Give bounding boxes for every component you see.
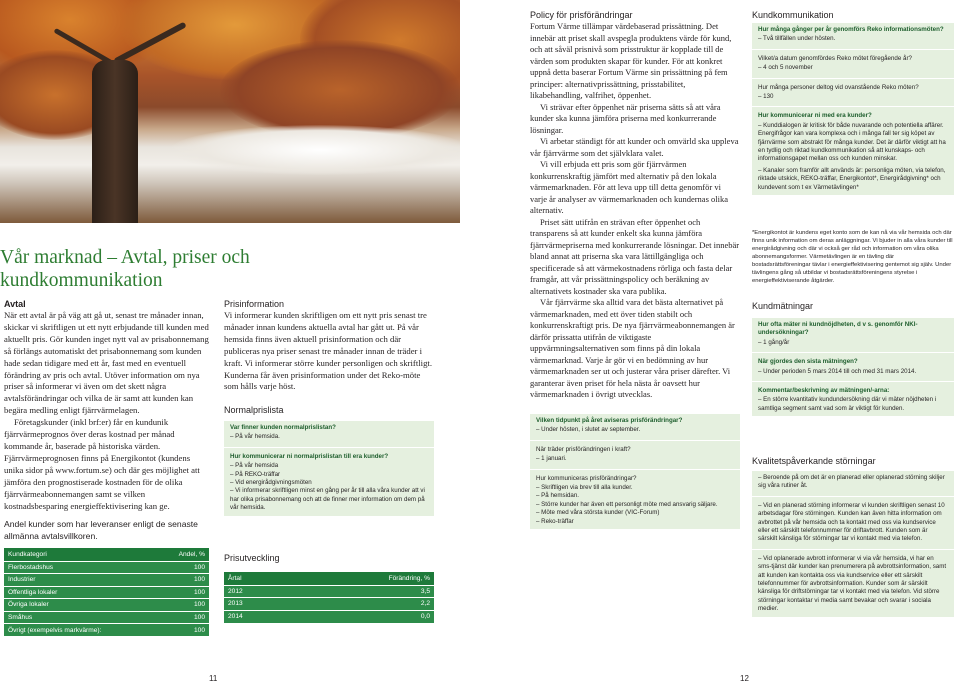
- table-row: [4, 611, 209, 624]
- answer: – Reko-träffar: [536, 517, 574, 525]
- answer: – På vår hemsida: [230, 462, 279, 470]
- answer: – 1 januari.: [536, 455, 567, 463]
- divider: [752, 549, 954, 550]
- table-cell: Industrier: [4, 574, 157, 587]
- kundmatningar-box: [752, 318, 954, 416]
- policy-paragraph: Vår fjärrvärme ska alltid vara det bästa alternativet på värmemarknaden, med ett över tiden stabilt och konkurrenskraftigt pris. De nya fjärrvärmeabonnemangen är därför prissatta utifrån de viktigaste uppvärmningsalternativen som finns på din lokala värmemarknad. Varje år gör vi en bedömning av hur värmemarknaden ser ut och justerar våra priser därefter. Vi garanterar även priset för hela nästa år oavsett hur värmemarknaden i övrigt utvecklas.: [530, 297, 735, 399]
- table-cell: Flerbostadshus: [4, 561, 157, 574]
- question: Hur kommunicerar ni normalprislistan till era kunder?: [230, 452, 389, 460]
- divider: [530, 440, 740, 441]
- policy-paragraph: Vi arbetar ständigt för att kunder och omvärld ska uppleva vår fjärrvärme som det självklara valet.: [530, 136, 739, 158]
- table-cell: 100: [157, 624, 209, 637]
- table-cell: 2014: [224, 610, 290, 623]
- question: Hur ofta mäter ni kundnöjdheten, d v s. genomför NKI-undersökningar?: [758, 321, 918, 337]
- table-cell: 3,5: [290, 585, 434, 598]
- table-row: [224, 610, 434, 623]
- table-cell: 100: [157, 574, 209, 587]
- page-number-right: 12: [740, 674, 749, 683]
- answer: – Kunddialogen är kritisk för både nuvarande och potentiella affärer. Energifrågor kan vara komplexa och i många fall ter sig köpet av fjärrvärme som abstrakt för många kunder. Det är därför viktigt att ha en tydlig och riktad kundkommunikation så att kunskaps- och informationsgapet mellan oss och kunden minskar.: [758, 121, 946, 163]
- andel-heading: Andel kunder som har leveranser enligt de senaste allmänna avtalsvillkoren.: [4, 519, 198, 541]
- divider: [752, 49, 954, 50]
- avtal-body: [4, 310, 209, 512]
- table-cell: Övrigt (exempelvis markvärme):: [4, 624, 157, 637]
- answer: – På vår hemsida.: [230, 433, 280, 441]
- divider: [752, 496, 954, 497]
- table-cell: 100: [157, 561, 209, 574]
- normalprislista-heading: Normalprislista: [224, 405, 284, 416]
- answer: – Under perioden 5 mars 2014 till och med 31 mars 2014.: [758, 367, 917, 375]
- autumn-trees-photo: [0, 0, 460, 223]
- question: Hur många gånger per år genomförs Reko informationsmöten?: [758, 26, 944, 33]
- divider: [224, 447, 434, 448]
- question: Hur många personer deltog vid ovanstående Reko möten?: [758, 83, 919, 91]
- table-cell: 2013: [224, 598, 290, 611]
- kundkategori-table: [4, 548, 209, 636]
- prisforandring-box: [530, 414, 740, 529]
- table-header: Kundkategori: [4, 548, 157, 561]
- answer: – På hemsidan.: [536, 492, 579, 500]
- avtal-paragraph-2: Företagskunder (inkl brf:er) får en kundunik fjärrvärmeprognos över deras kostnad per månad kommande år, baserade på historiska värden. Fjärrvärmeprognosen finns på Energikontot (kundens unika sidor på www.fortum.se) och där ges möjlighet att jämföra den prognostiserade kostnaden för de olika fjärrvärmeabonnemangen samt se vilken kostnadsbesparing energieffektivisering kan ge.: [4, 417, 200, 511]
- policy-paragraph: Vi strävar efter öppenhet när priserna sätts så att våra kunder ska kunna jämföra priserna med konkurrerande lösningar.: [530, 101, 721, 135]
- kundkommunikation-section: [752, 10, 954, 20]
- answer: – Under hösten, i slutet av september.: [536, 426, 641, 434]
- answer: – Vid oplanerade avbrott informerar vi via vår hemsida, vi har en sms-tjänst där kunder kan prenumerera på avbrottsinformation, samt att kunden kan kontakta oss via kundservice eller ett särskilt telefonnummer för avbrottsinformation. Kunder som är särskilt känsliga för driftstörningar tar vi kontakt med via telefon. Vid större störningar kontaktar vi media samt bevakar och svarar i sociala medier.: [758, 554, 947, 613]
- answer: – 130: [758, 93, 774, 101]
- prisutveckling-heading: Prisutveckling: [224, 553, 280, 563]
- policy-paragraph: Fortum Värme tillämpar värdebaserad prissättning. Det innebär att priset skall avspegla produktens värde för kund, och att såväl prisnivå som prisstruktur är kopplade till de värden som produkten skapar för kunder. För att konkret uppnå detta baserar Fortum Värme sin prissättning på fem principer: alternativprissättning, prisstabilitet, likabehandling, valfrihet, öppenhet.: [530, 21, 732, 100]
- avtal-heading: Avtal: [4, 299, 26, 309]
- table-header: Andel, %: [157, 548, 209, 561]
- answer: – Skriftligen via brev till alla kunder.: [536, 484, 633, 492]
- question: Vilken tidpunkt på året aviseras prisförändringar?: [536, 417, 683, 424]
- policy-body: [530, 21, 740, 401]
- divider: [530, 469, 740, 470]
- normalprislista-box: [224, 421, 434, 516]
- storningar-heading: Kvalitetspåverkande störningar: [752, 456, 876, 466]
- prisinformation-section: [224, 299, 434, 415]
- table-row: [4, 599, 209, 612]
- table-header: Årtal: [224, 572, 290, 585]
- question: Var finner kunden normalprislistan?: [230, 424, 336, 431]
- divider: [752, 106, 954, 107]
- table-cell: Offentliga lokaler: [4, 586, 157, 599]
- policy-heading: Policy för prisförändringar: [530, 10, 633, 20]
- answer: – Två tillfällen under hösten.: [758, 35, 836, 43]
- question: Vilket/a datum genomfördes Reko mötet föregående år?: [758, 54, 912, 62]
- kundkommunikation-box: [752, 23, 954, 195]
- question: Hur kommuniceras prisförändringar?: [536, 474, 637, 482]
- answer: – Kanaler som framför allt används är: personliga möten, via telefon, riktade utskick, REKO-träffar, Energikontot*, Energirådgivning* och kundevent som t ex Värmetävlingen*: [758, 166, 946, 191]
- prisinformation-heading: Prisinformation: [224, 299, 285, 309]
- avtal-paragraph: När ett avtal är på väg att gå ut, senast tre månader innan, skickar vi skriftligen ut ett nytt erbjudande till kunden med aktuellt pris. Gör kunden inget nytt val av prisabonnemang så förlängs automatiskt det prisabonnemang som kunden hade sedan tidigare med ett år, fast med en eventuell förändring av pris och avtal. Utöver information om nya priser så informerar vi även om det skett några avtalsförändringar och vilka de är samt att kunden kan begära medling enligt fjärrvärmelagen.: [4, 310, 209, 416]
- policy-section: [530, 10, 740, 401]
- divider: [752, 352, 954, 353]
- question: Kommentar/beskrivning av mätningen/-arna:: [758, 387, 890, 395]
- answer: – Vid en planerad störning informerar vi kunden skriftligen senast 10 arbetsdagar före störningen. Kunden kan även hitta information om avbrottet på vår hemsida och ta kontakt med oss via kundservice eller ett särskilt telefonnummer för driftavbrott. Kunden som är särskilt känsliga för störningar tar vi kontakt med via telefon.: [758, 501, 945, 543]
- page-title: Vår marknad – Avtal, priser och kundkommunikation: [0, 247, 250, 291]
- storningar-box: [752, 471, 954, 617]
- answer: – Vid energirådgivningsmöten: [230, 479, 312, 487]
- table-row: [4, 624, 209, 637]
- table-cell: 100: [157, 611, 209, 624]
- table-row: [4, 561, 209, 574]
- question: När träder prisförändringen i kraft?: [536, 445, 631, 453]
- answer: – Större kunder har även ett personligt möte med ansvarig säljare.: [536, 500, 718, 508]
- answer: – Möte med våra största kunder (VIC-Forum): [536, 509, 660, 517]
- kundkommunikation-heading: Kundkommunikation: [752, 10, 834, 20]
- footnote: *Energikontot är kundens eget konto som de kan nå via vår hemsida och där finns unik information om deras anläggningar. Vi bjuder in alla våra kunder till energirådgivning och där vi också ger råd och information om våra olika abonnemangsformer. Värmetävlingen är en tävling där bostadsrättsföreningar tävlar i energieffektivisering gentemot sig själv. Under tävlingens gång så utbildar vi bostadsrättsföreningens styrelse i energieffektiviserande åtgärder.: [752, 230, 953, 284]
- table-cell: 0,0: [290, 610, 434, 623]
- table-cell: 100: [157, 586, 209, 599]
- divider: [752, 78, 954, 79]
- answer: – En större kvantitativ kundundersökning där vi mäter nöjdheten i samtliga segment samt vad som är viktigt för kunden.: [758, 396, 937, 412]
- answer: – På REKO-träffar: [230, 470, 281, 478]
- table-cell: 100: [157, 599, 209, 612]
- answer: – Vi informerar skriftligen minst en gång per år till alla våra kunder att vi har olika prisabonnemang och att de finner mer information om dem på vår hemsida.: [230, 487, 425, 512]
- table-row: [224, 585, 434, 598]
- question: Hur kommunicerar ni med era kunder?: [758, 112, 872, 120]
- answer: – 1 gång/år: [758, 338, 790, 346]
- table-header: Förändring, %: [290, 572, 434, 585]
- question: När gjordes den sista mätningen?: [758, 358, 858, 366]
- kundmatningar-heading: Kundmätningar: [752, 301, 814, 311]
- table-row: [4, 586, 209, 599]
- table-cell: Övriga lokaler: [4, 599, 157, 612]
- prisinformation-body: Vi informerar kunden skriftligen om ett nytt pris senast tre månader innan kundens aktuella avtal har gått ut. På vår hemsida finns även aktuell prisinformation och där publiceras nya priser senast tre månader innan de träder i kraft. Vi informerar större kunder personligen och skriftligt. Kunderna får även prisinformation under det Reko-möte som hålls varje höst.: [224, 310, 432, 392]
- table-row: [4, 574, 209, 587]
- table-cell: Småhus: [4, 611, 157, 624]
- avtal-section: [4, 299, 209, 542]
- policy-paragraph: Priset sätt utifrån en strävan efter öppenhet och transparens så att kunder enkelt ska kunna jämföra fjärrvärmepriserna med konkurrerande lösningar. Det innebär bland annat att priserna ska vara lättillgängliga och specificerade så att värmekostnadens rörliga och fasta delar framgår, att vår prissättningspolicy och beräkning av alternativets kostnader ska vara publika.: [530, 216, 740, 296]
- page-number-left: 11: [209, 674, 218, 683]
- table-cell: 2012: [224, 585, 290, 598]
- answer: – Beroende på om det är en planerad eller oplanerad störning skiljer sig våra rutiner åt.: [758, 474, 945, 490]
- divider: [752, 381, 954, 382]
- table-row: [224, 598, 434, 611]
- prisutveckling-table: [224, 572, 434, 623]
- policy-paragraph: Vi vill erbjuda ett pris som gör fjärrvärmen konkurrenskraftig jämfört med alternativ på den lokala värmemarknaden. För att leva upp till detta genomför vi varje år analyser av värmemarknaden och kundernas olika alternativ.: [530, 159, 729, 215]
- answer: – 4 och 5 november: [758, 64, 813, 72]
- table-cell: 2,2: [290, 598, 434, 611]
